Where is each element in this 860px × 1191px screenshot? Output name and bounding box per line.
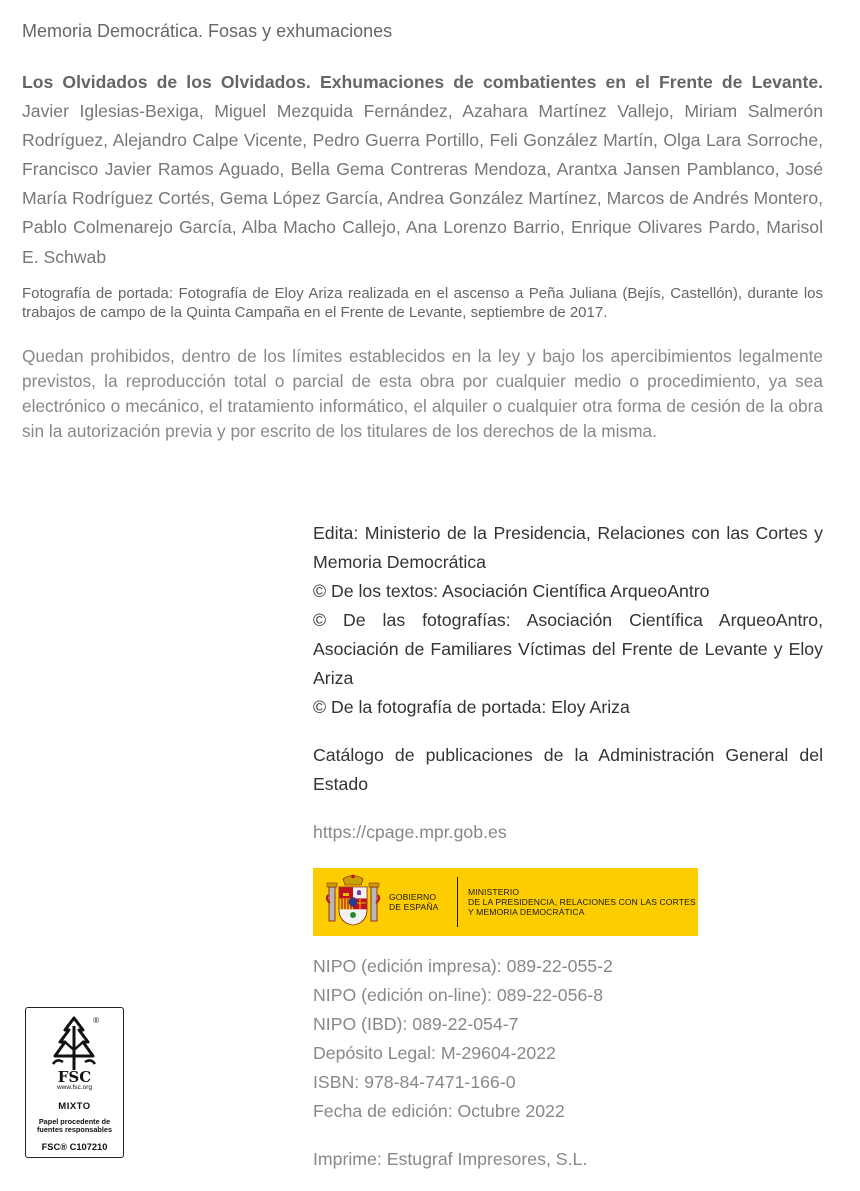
cover-photo-credit: Fotografía de portada: Fotografía de Eloy Ariza realizada en el ascenso a Peña Juliana (Bejís, Castellón), durante los trabajos de campo de la Quinta Campaña en el Frente de Levante, septiembre de 2017. (22, 285, 823, 321)
fsc-license-code: FSC® C107210 (41, 1142, 108, 1152)
photos-copyright: © De las fotografías: Asociación Científica ArqueoAntro, Asociación de Familiares Víctimas del Frente de Levante y Eloy Ariza (313, 610, 823, 688)
fsc-paper-text (28, 1118, 121, 1134)
edition-date: Fecha de edición: Octubre 2022 (313, 1101, 565, 1121)
fsc-paper-line-1: Papel procedente de (38, 1117, 111, 1126)
ministry-line-3: Y MEMORIA DEMOCRÁTICA (468, 907, 585, 917)
fsc-registered-mark: ® (93, 1016, 99, 1025)
fsc-mix: MIXTO (58, 1101, 91, 1112)
nipo-ibd: NIPO (IBD): 089-22-054-7 (313, 1014, 519, 1034)
isbn: ISBN: 978-84-7471-166-0 (313, 1072, 516, 1092)
catalog-note: Catálogo de publicaciones de la Administración General del Estado (313, 745, 823, 794)
government-banner (313, 868, 698, 936)
catalog-url: https://cpage.mpr.gob.es (313, 822, 507, 842)
gobierno-label (389, 892, 447, 912)
ministry-line-2: DE LA PRESIDENCIA, RELACIONES CON LAS CORTES (468, 897, 696, 907)
title-block (22, 68, 823, 272)
credits-block (313, 519, 823, 722)
ministry-label (468, 887, 696, 917)
gobierno-line-1: GOBIERNO (389, 892, 437, 902)
gobierno-line-2: DE ESPAÑA (389, 902, 439, 912)
series-title: Memoria Democrática. Fosas y exhumaciones (22, 21, 393, 41)
fsc-website: www.fsc.org (56, 1084, 93, 1091)
book-title: Los Olvidados de los Olvidados. Exhumaciones de combatientes en el Frente de Levante. (22, 72, 823, 92)
nipo-online: NIPO (edición on-line): 089-22-056-8 (313, 985, 604, 1005)
cover-photo-copyright: © De la fotografía de portada: Eloy Ariza (313, 697, 630, 717)
fsc-label (25, 1007, 124, 1158)
legal-notice: Quedan prohibidos, dentro de los límites establecidos en la ley y bajo los apercibimientos legalmente previstos, la reproducción total o parcial de esta obra por cualquier medio o procedimiento, ya sea electrónico o mecánico, el tratamiento informático, el alquiler o cualquier otra forma de cesión de la obra sin la autorización previa y por escrito de los titulares de los derechos de la misma. (22, 346, 823, 442)
printer-line: Imprime: Estugraf Impresores, S.L. (313, 1149, 588, 1169)
authors-list: Javier Iglesias-Bexiga, Miguel Mezquida Fernández, Azahara Martínez Vallejo, Miriam Salmerón Rodríguez, Alejandro Calpe Vicente, Pedro Guerra Portillo, Feli González Martín, Olga Lara Sorroche, Francisco Javier Ramos Aguado, Bella Gema Contreras Mendoza, Arantxa Jansen Pamblanco, José María Rodríguez Cortés, Gema López García, Andrea González Martínez, Marcos de Andrés Montero, Pablo Colmenarejo García, Alba Macho Callejo, Ana Lorenzo Barrio, Enrique Olivares Pardo, Marisol E. Schwab (22, 101, 823, 267)
texts-copyright: © De los textos: Asociación Científica ArqueoAntro (313, 581, 710, 601)
banner-divider (457, 877, 458, 927)
fsc-name: FSC (57, 1068, 92, 1086)
nipo-print: NIPO (edición impresa): 089-22-055-2 (313, 956, 613, 976)
ministry-line-1: MINISTERIO (468, 887, 520, 897)
coat-of-arms-icon (323, 873, 383, 931)
legal-deposit: Depósito Legal: M-29604-2022 (313, 1043, 556, 1063)
publication-data (313, 952, 823, 1126)
fsc-paper-line-2: fuentes responsables (36, 1125, 113, 1134)
publisher-line: Edita: Ministerio de la Presidencia, Relaciones con las Cortes y Memoria Democrática (313, 523, 823, 572)
